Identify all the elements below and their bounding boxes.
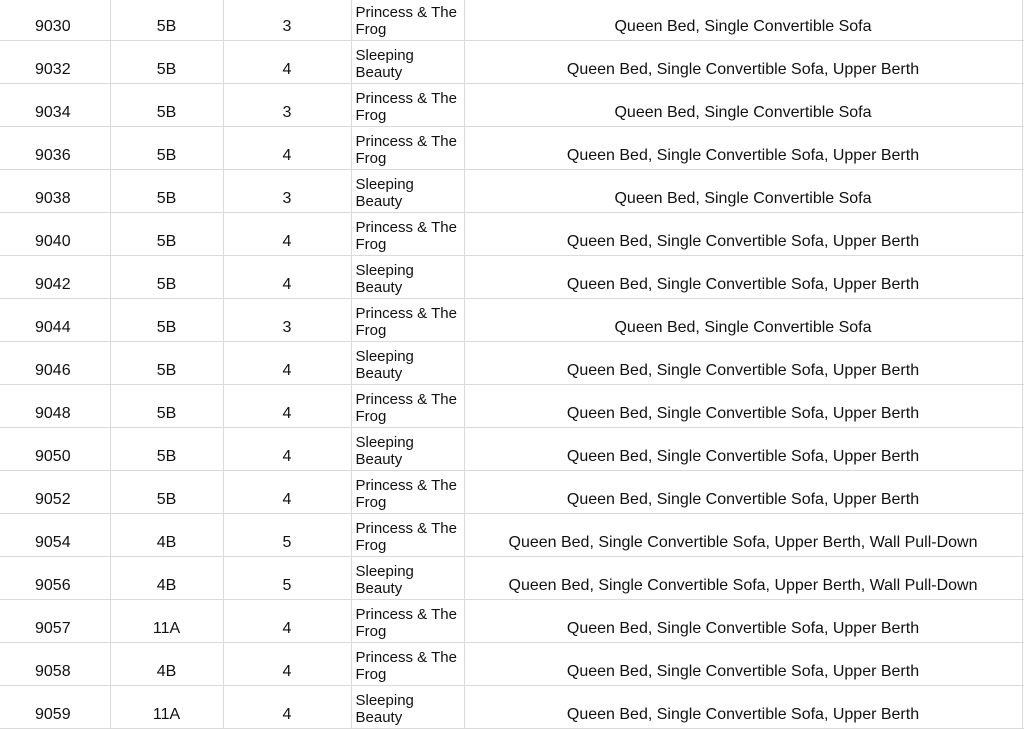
cell-room-number[interactable]: 9046: [0, 342, 110, 385]
cell-bed-configuration[interactable]: Queen Bed, Single Convertible Sofa, Upper Berth, Wall Pull-Down: [464, 514, 1022, 557]
cell-category[interactable]: 5B: [110, 471, 223, 514]
cell-category[interactable]: 5B: [110, 256, 223, 299]
cell-room-number[interactable]: 9034: [0, 84, 110, 127]
cell-room-number[interactable]: 9030: [0, 0, 110, 41]
cell-category[interactable]: 5B: [110, 428, 223, 471]
cell-occupancy[interactable]: 3: [223, 0, 351, 41]
table-row: [0, 170, 1024, 213]
cell-theme[interactable]: Sleeping Beauty: [351, 428, 464, 471]
cell-room-number[interactable]: 9059: [0, 686, 110, 729]
cell-category[interactable]: 5B: [110, 299, 223, 342]
cell-room-number[interactable]: 9042: [0, 256, 110, 299]
cell-theme[interactable]: Princess & The Frog: [351, 213, 464, 256]
table-row: [0, 471, 1024, 514]
cell-bed-configuration[interactable]: Queen Bed, Single Convertible Sofa: [464, 0, 1022, 41]
table-row: [0, 213, 1024, 256]
cell-occupancy[interactable]: 4: [223, 428, 351, 471]
cell-room-number[interactable]: 9036: [0, 127, 110, 170]
cell-bed-configuration[interactable]: Queen Bed, Single Convertible Sofa, Upper Berth: [464, 256, 1022, 299]
cell-occupancy[interactable]: 4: [223, 127, 351, 170]
cell-occupancy[interactable]: 5: [223, 514, 351, 557]
cell-room-number[interactable]: 9040: [0, 213, 110, 256]
table-row: [0, 342, 1024, 385]
cell-occupancy[interactable]: 4: [223, 471, 351, 514]
table-row: [0, 643, 1024, 686]
cell-bed-configuration[interactable]: Queen Bed, Single Convertible Sofa, Upper Berth: [464, 342, 1022, 385]
cell-occupancy[interactable]: 4: [223, 41, 351, 84]
cell-category[interactable]: 5B: [110, 84, 223, 127]
cell-theme[interactable]: Princess & The Frog: [351, 385, 464, 428]
cell-room-number[interactable]: 9052: [0, 471, 110, 514]
cell-bed-configuration[interactable]: Queen Bed, Single Convertible Sofa, Upper Berth: [464, 686, 1022, 729]
cell-theme[interactable]: Princess & The Frog: [351, 127, 464, 170]
cell-category[interactable]: 11A: [110, 600, 223, 643]
cell-theme[interactable]: Sleeping Beauty: [351, 256, 464, 299]
cell-room-number[interactable]: 9048: [0, 385, 110, 428]
cell-room-number[interactable]: 9058: [0, 643, 110, 686]
cell-category[interactable]: 5B: [110, 0, 223, 41]
cell-theme[interactable]: Sleeping Beauty: [351, 41, 464, 84]
cell-bed-configuration[interactable]: Queen Bed, Single Convertible Sofa, Upper Berth: [464, 471, 1022, 514]
cell-occupancy[interactable]: 3: [223, 299, 351, 342]
cell-room-number[interactable]: 9054: [0, 514, 110, 557]
cell-occupancy[interactable]: 4: [223, 600, 351, 643]
cell-category[interactable]: 4B: [110, 557, 223, 600]
table-row: [0, 600, 1024, 643]
cell-category[interactable]: 5B: [110, 342, 223, 385]
cell-theme[interactable]: Princess & The Frog: [351, 299, 464, 342]
cell-bed-configuration[interactable]: Queen Bed, Single Convertible Sofa: [464, 299, 1022, 342]
table-row: [0, 385, 1024, 428]
cell-category[interactable]: 5B: [110, 213, 223, 256]
cell-category[interactable]: 5B: [110, 41, 223, 84]
cell-occupancy[interactable]: 5: [223, 557, 351, 600]
cell-occupancy[interactable]: 4: [223, 342, 351, 385]
cell-bed-configuration[interactable]: Queen Bed, Single Convertible Sofa, Upper Berth: [464, 385, 1022, 428]
cell-theme[interactable]: Princess & The Frog: [351, 514, 464, 557]
cell-theme[interactable]: Princess & The Frog: [351, 643, 464, 686]
table-row: [0, 686, 1024, 729]
cell-room-number[interactable]: 9038: [0, 170, 110, 213]
table-row: [0, 514, 1024, 557]
cell-category[interactable]: 5B: [110, 170, 223, 213]
cell-occupancy[interactable]: 4: [223, 256, 351, 299]
cell-occupancy[interactable]: 4: [223, 643, 351, 686]
cell-theme[interactable]: Sleeping Beauty: [351, 686, 464, 729]
cell-occupancy[interactable]: 4: [223, 385, 351, 428]
cell-bed-configuration[interactable]: Queen Bed, Single Convertible Sofa: [464, 84, 1022, 127]
cell-category[interactable]: 4B: [110, 643, 223, 686]
cell-bed-configuration[interactable]: Queen Bed, Single Convertible Sofa, Upper Berth: [464, 41, 1022, 84]
cell-occupancy[interactable]: 4: [223, 686, 351, 729]
cell-room-number[interactable]: 9050: [0, 428, 110, 471]
cell-category[interactable]: 5B: [110, 127, 223, 170]
cell-occupancy[interactable]: 3: [223, 170, 351, 213]
cell-theme[interactable]: Sleeping Beauty: [351, 557, 464, 600]
cell-theme[interactable]: Princess & The Frog: [351, 471, 464, 514]
cell-bed-configuration[interactable]: Queen Bed, Single Convertible Sofa, Upper Berth: [464, 428, 1022, 471]
table-row: [0, 557, 1024, 600]
cell-bed-configuration[interactable]: Queen Bed, Single Convertible Sofa, Upper Berth: [464, 127, 1022, 170]
cell-room-number[interactable]: 9032: [0, 41, 110, 84]
cell-room-number[interactable]: 9044: [0, 299, 110, 342]
cell-bed-configuration[interactable]: Queen Bed, Single Convertible Sofa, Upper Berth: [464, 213, 1022, 256]
cell-theme[interactable]: Sleeping Beauty: [351, 170, 464, 213]
cell-room-number[interactable]: 9056: [0, 557, 110, 600]
table-row: [0, 0, 1024, 41]
table-row: [0, 127, 1024, 170]
cell-room-number[interactable]: 9057: [0, 600, 110, 643]
cell-category[interactable]: 5B: [110, 385, 223, 428]
table-row: [0, 41, 1024, 84]
cell-occupancy[interactable]: 3: [223, 84, 351, 127]
cell-theme[interactable]: Princess & The Frog: [351, 600, 464, 643]
table-row: [0, 428, 1024, 471]
table-row: [0, 84, 1024, 127]
cell-theme[interactable]: Sleeping Beauty: [351, 342, 464, 385]
table-row: [0, 299, 1024, 342]
cell-occupancy[interactable]: 4: [223, 213, 351, 256]
cell-category[interactable]: 11A: [110, 686, 223, 729]
cell-bed-configuration[interactable]: Queen Bed, Single Convertible Sofa, Upper Berth: [464, 600, 1022, 643]
cell-bed-configuration[interactable]: Queen Bed, Single Convertible Sofa: [464, 170, 1022, 213]
cell-bed-configuration[interactable]: Queen Bed, Single Convertible Sofa, Upper Berth, Wall Pull-Down: [464, 557, 1022, 600]
cell-category[interactable]: 4B: [110, 514, 223, 557]
cell-theme[interactable]: Princess & The Frog: [351, 0, 464, 41]
table-row: [0, 256, 1024, 299]
cell-theme[interactable]: Princess & The Frog: [351, 84, 464, 127]
cell-bed-configuration[interactable]: Queen Bed, Single Convertible Sofa, Upper Berth: [464, 643, 1022, 686]
